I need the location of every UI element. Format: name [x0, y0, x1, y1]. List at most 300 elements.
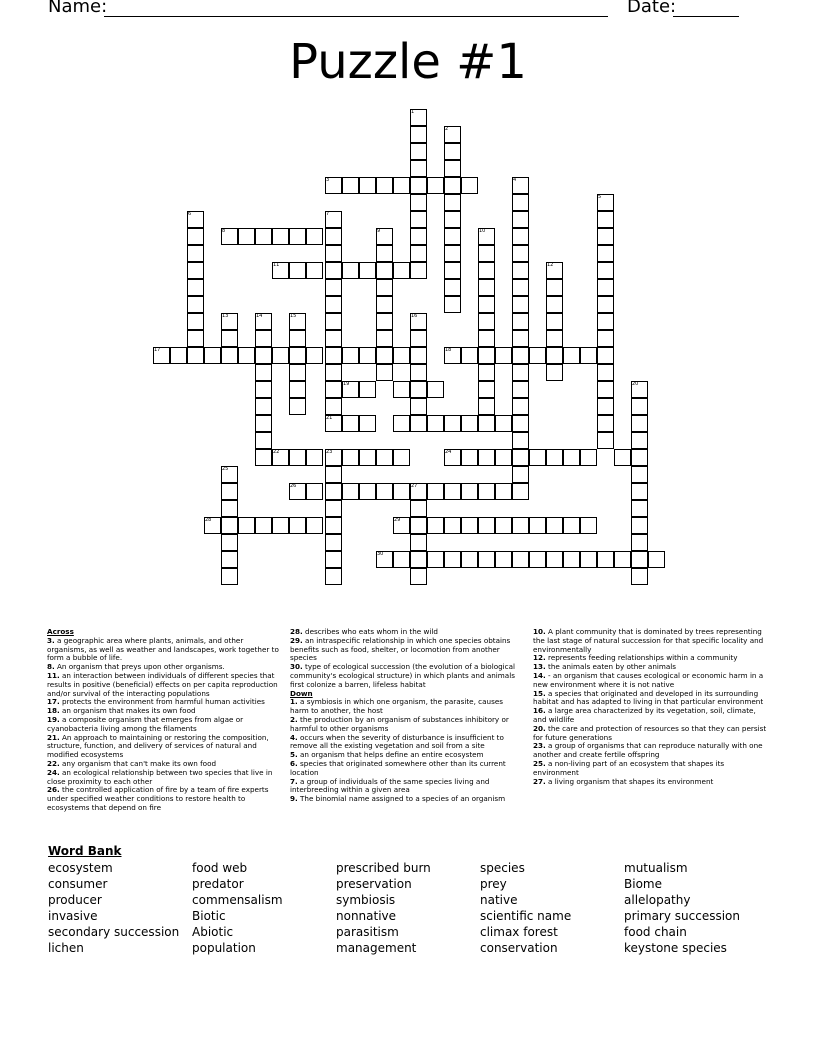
- crossword-cell[interactable]: [495, 347, 512, 364]
- crossword-cell[interactable]: [614, 449, 631, 466]
- clue-item: [533, 628, 767, 654]
- crossword-cell[interactable]: [580, 347, 597, 364]
- crossword-cell[interactable]: [255, 449, 272, 466]
- crossword-cell[interactable]: [410, 211, 427, 228]
- crossword-cell[interactable]: [410, 534, 427, 551]
- crossword-cell[interactable]: [444, 177, 461, 194]
- crossword-cell[interactable]: [597, 551, 614, 568]
- clue-number-label: 25: [222, 466, 229, 472]
- crossword-cell[interactable]: [410, 177, 427, 194]
- crossword-cell[interactable]: [597, 432, 614, 449]
- crossword-cell[interactable]: [306, 347, 323, 364]
- clue-text: an intraspecific relationship in which one species obtains benefits such as food, shelter, or locomotion from another species: [290, 635, 511, 663]
- crossword-cell[interactable]: [444, 228, 461, 245]
- crossword-cell[interactable]: [427, 177, 444, 194]
- crossword-cell[interactable]: [461, 415, 478, 432]
- crossword-cell[interactable]: [478, 364, 495, 381]
- crossword-cell[interactable]: [512, 466, 529, 483]
- crossword-cell[interactable]: [580, 517, 597, 534]
- crossword-cell[interactable]: [478, 330, 495, 347]
- crossword-cell[interactable]: [410, 245, 427, 262]
- crossword-cell[interactable]: [410, 415, 427, 432]
- crossword-cell[interactable]: [325, 364, 342, 381]
- crossword-cell[interactable]: [376, 296, 393, 313]
- clue-number: 16.: [533, 706, 546, 716]
- crossword-cell[interactable]: [359, 381, 376, 398]
- crossword-cell[interactable]: [204, 347, 221, 364]
- crossword-cell[interactable]: [444, 245, 461, 262]
- crossword-cell[interactable]: [221, 551, 238, 568]
- crossword-cell[interactable]: [410, 160, 427, 177]
- word-bank-column: [192, 860, 283, 956]
- crossword-cell[interactable]: [221, 330, 238, 347]
- crossword-cell[interactable]: [427, 551, 444, 568]
- crossword-cell[interactable]: [325, 347, 342, 364]
- crossword-cell[interactable]: [529, 449, 546, 466]
- crossword-cell[interactable]: [478, 449, 495, 466]
- clue-number-label: 12: [547, 262, 554, 268]
- crossword-cell[interactable]: [512, 211, 529, 228]
- crossword-cell[interactable]: [410, 126, 427, 143]
- crossword-cell[interactable]: [221, 500, 238, 517]
- crossword-cell[interactable]: [597, 398, 614, 415]
- crossword-cell[interactable]: [376, 313, 393, 330]
- clue-number: 1.: [290, 697, 298, 707]
- crossword-cell[interactable]: [529, 347, 546, 364]
- crossword-cell[interactable]: [255, 347, 272, 364]
- crossword-cell[interactable]: [410, 330, 427, 347]
- crossword-cell[interactable]: [427, 381, 444, 398]
- crossword-cell[interactable]: [546, 313, 563, 330]
- crossword-cell[interactable]: [221, 534, 238, 551]
- clues-column-2: [290, 628, 522, 804]
- crossword-cell[interactable]: [393, 347, 410, 364]
- crossword-cell[interactable]: [563, 347, 580, 364]
- crossword-cell[interactable]: [306, 517, 323, 534]
- crossword-cell[interactable]: [255, 228, 272, 245]
- crossword-cell[interactable]: [631, 551, 648, 568]
- crossword-cell[interactable]: [512, 364, 529, 381]
- crossword-cell[interactable]: [376, 330, 393, 347]
- clue-text: An organism that preys upon other organisms.: [54, 662, 225, 672]
- clue-text: a symbiosis in which one organism, the parasite, causes harm to another, the host: [290, 697, 503, 716]
- crossword-cell[interactable]: [342, 449, 359, 466]
- crossword-cell[interactable]: [495, 551, 512, 568]
- clue-item: [290, 698, 522, 716]
- crossword-cell[interactable]: [376, 449, 393, 466]
- crossword-cell[interactable]: [342, 347, 359, 364]
- crossword-cell[interactable]: [461, 551, 478, 568]
- crossword-cell[interactable]: [614, 551, 631, 568]
- crossword-cell[interactable]: [631, 500, 648, 517]
- crossword-cell[interactable]: [359, 347, 376, 364]
- word-bank-word: predator: [192, 877, 244, 891]
- crossword-cell[interactable]: [597, 415, 614, 432]
- crossword-cell[interactable]: [272, 228, 289, 245]
- clue-number-label: 14: [256, 313, 263, 319]
- crossword-cell[interactable]: [580, 551, 597, 568]
- crossword-cell[interactable]: [325, 228, 342, 245]
- crossword-cell[interactable]: [325, 330, 342, 347]
- crossword-cell[interactable]: [410, 364, 427, 381]
- crossword-cell[interactable]: [325, 466, 342, 483]
- crossword-cell[interactable]: [597, 262, 614, 279]
- crossword-cell[interactable]: [393, 381, 410, 398]
- crossword-cell[interactable]: [427, 415, 444, 432]
- crossword-cell[interactable]: [306, 228, 323, 245]
- crossword-cell[interactable]: [478, 296, 495, 313]
- crossword-cell[interactable]: [597, 228, 614, 245]
- clue-number: 6.: [290, 758, 298, 768]
- crossword-cell[interactable]: [238, 347, 255, 364]
- clue-number: 3.: [47, 635, 55, 645]
- clue-number-label: 24: [445, 449, 452, 455]
- crossword-cell[interactable]: [580, 449, 597, 466]
- clue-text: a living organism that shapes its environment: [545, 776, 714, 786]
- crossword-cell[interactable]: [631, 466, 648, 483]
- clue-item: [290, 760, 522, 778]
- crossword-cell[interactable]: [512, 279, 529, 296]
- crossword-cell[interactable]: [376, 364, 393, 381]
- clue-number-label: 26: [290, 483, 297, 489]
- crossword-cell[interactable]: [306, 483, 323, 500]
- crossword-cell[interactable]: [461, 449, 478, 466]
- crossword-cell[interactable]: [546, 364, 563, 381]
- crossword-cell[interactable]: [325, 262, 342, 279]
- crossword-cell[interactable]: [410, 551, 427, 568]
- crossword-cell[interactable]: [495, 517, 512, 534]
- crossword-cell[interactable]: [512, 330, 529, 347]
- crossword-cell[interactable]: [393, 483, 410, 500]
- crossword-cell[interactable]: [597, 330, 614, 347]
- crossword-cell[interactable]: [597, 211, 614, 228]
- crossword-cell[interactable]: [289, 381, 306, 398]
- crossword-cell[interactable]: [376, 347, 393, 364]
- word-bank-word: prey: [480, 877, 507, 891]
- crossword-cell[interactable]: [597, 347, 614, 364]
- crossword-cell[interactable]: [359, 262, 376, 279]
- crossword-cell[interactable]: [272, 517, 289, 534]
- crossword-cell[interactable]: [495, 449, 512, 466]
- clue-text: protects the environment from harmful human activities: [59, 697, 265, 707]
- word-bank-word: invasive: [48, 909, 98, 923]
- clue-item: [290, 637, 522, 663]
- crossword-cell[interactable]: [512, 313, 529, 330]
- crossword-cell[interactable]: [478, 245, 495, 262]
- crossword-cell[interactable]: [563, 551, 580, 568]
- crossword-cell[interactable]: [444, 143, 461, 160]
- clue-number-label: 6: [188, 211, 192, 217]
- crossword-cell[interactable]: [478, 551, 495, 568]
- crossword-cell[interactable]: [255, 517, 272, 534]
- crossword-cell[interactable]: [461, 517, 478, 534]
- crossword-cell[interactable]: [444, 551, 461, 568]
- crossword-cell[interactable]: [393, 551, 410, 568]
- crossword-cell[interactable]: [170, 347, 187, 364]
- crossword-cell[interactable]: [478, 415, 495, 432]
- clue-item: [533, 778, 767, 787]
- clue-number-label: 7: [326, 211, 330, 217]
- clue-number-label: 29: [394, 517, 401, 523]
- crossword-cell[interactable]: [255, 432, 272, 449]
- crossword-cell[interactable]: [325, 551, 342, 568]
- crossword-cell[interactable]: [546, 517, 563, 534]
- crossword-cell[interactable]: [187, 330, 204, 347]
- crossword-cell[interactable]: [512, 483, 529, 500]
- word-bank-word: native: [480, 893, 518, 907]
- crossword-cell[interactable]: [478, 279, 495, 296]
- crossword-cell[interactable]: [376, 245, 393, 262]
- crossword-cell[interactable]: [461, 347, 478, 364]
- crossword-cell[interactable]: [546, 296, 563, 313]
- crossword-cell[interactable]: [289, 228, 306, 245]
- crossword-cell[interactable]: [342, 177, 359, 194]
- crossword-cell[interactable]: [325, 245, 342, 262]
- crossword-cell[interactable]: [255, 398, 272, 415]
- crossword-cell[interactable]: [187, 262, 204, 279]
- crossword-cell[interactable]: [546, 449, 563, 466]
- crossword-cell[interactable]: [289, 347, 306, 364]
- clue-number-label: 3: [326, 177, 330, 183]
- clue-number: 22.: [47, 758, 60, 768]
- crossword-cell[interactable]: [512, 517, 529, 534]
- crossword-cell[interactable]: [631, 432, 648, 449]
- crossword-cell[interactable]: [325, 398, 342, 415]
- crossword-cell[interactable]: [187, 313, 204, 330]
- crossword-cell[interactable]: [512, 347, 529, 364]
- clue-item: [533, 707, 767, 725]
- crossword-cell[interactable]: [325, 313, 342, 330]
- crossword-cell[interactable]: [512, 432, 529, 449]
- word-bank-word: primary succession: [624, 909, 740, 923]
- crossword-cell[interactable]: [563, 449, 580, 466]
- clue-number-label: 11: [273, 262, 280, 268]
- crossword-cell[interactable]: [376, 483, 393, 500]
- crossword-cell[interactable]: [597, 364, 614, 381]
- crossword-cell[interactable]: [512, 296, 529, 313]
- crossword-cell[interactable]: [512, 398, 529, 415]
- crossword-cell[interactable]: [546, 551, 563, 568]
- crossword-cell[interactable]: [631, 568, 648, 585]
- clue-number: 7.: [290, 776, 298, 786]
- crossword-cell[interactable]: [255, 415, 272, 432]
- crossword-cell[interactable]: [393, 177, 410, 194]
- crossword-cell[interactable]: [325, 500, 342, 517]
- crossword-cell[interactable]: [410, 398, 427, 415]
- clue-number: 14.: [533, 670, 546, 680]
- crossword-cell[interactable]: [546, 330, 563, 347]
- crossword-cell[interactable]: [342, 415, 359, 432]
- crossword-cell[interactable]: [221, 517, 238, 534]
- crossword-cell[interactable]: [444, 160, 461, 177]
- crossword-cell[interactable]: [238, 228, 255, 245]
- clue-number-label: 4: [513, 177, 517, 183]
- crossword-cell[interactable]: [255, 364, 272, 381]
- crossword-cell[interactable]: [325, 568, 342, 585]
- crossword-cell[interactable]: [512, 262, 529, 279]
- crossword-cell[interactable]: [478, 483, 495, 500]
- crossword-cell[interactable]: [495, 415, 512, 432]
- clue-text: - an organism that causes ecological or economic harm in a new environment where it is not native: [533, 670, 764, 689]
- crossword-cell[interactable]: [631, 449, 648, 466]
- crossword-cell[interactable]: [187, 228, 204, 245]
- crossword-cell[interactable]: [478, 262, 495, 279]
- crossword-cell[interactable]: [410, 262, 427, 279]
- crossword-cell[interactable]: [512, 194, 529, 211]
- crossword-cell[interactable]: [495, 483, 512, 500]
- crossword-cell[interactable]: [563, 517, 580, 534]
- crossword-cell[interactable]: [478, 381, 495, 398]
- crossword-cell[interactable]: [306, 449, 323, 466]
- clue-item: [290, 716, 522, 734]
- crossword-cell[interactable]: [444, 279, 461, 296]
- crossword-cell[interactable]: [444, 483, 461, 500]
- name-label: Name:: [48, 0, 108, 17]
- word-bank-word: prescribed burn: [336, 861, 431, 875]
- clue-number: 13.: [533, 662, 546, 672]
- crossword-cell[interactable]: [376, 262, 393, 279]
- crossword-cell[interactable]: [512, 415, 529, 432]
- word-bank-word: climax forest: [480, 925, 558, 939]
- crossword-cell[interactable]: [221, 568, 238, 585]
- crossword-cell[interactable]: [255, 330, 272, 347]
- crossword-cell[interactable]: [546, 347, 563, 364]
- word-bank-word: ecosystem: [48, 861, 113, 875]
- clue-item: [47, 734, 283, 760]
- crossword-cell[interactable]: [359, 449, 376, 466]
- crossword-cell[interactable]: [631, 483, 648, 500]
- crossword-cell[interactable]: [410, 347, 427, 364]
- clue-number-label: 16: [411, 313, 418, 319]
- crossword-cell[interactable]: [512, 245, 529, 262]
- clue-number: 30.: [290, 662, 303, 672]
- crossword-cell[interactable]: [410, 228, 427, 245]
- crossword-cell[interactable]: [342, 483, 359, 500]
- clue-text: an ecological relationship between two species that live in close proximity to each other: [47, 767, 273, 786]
- crossword-cell[interactable]: [359, 483, 376, 500]
- clue-number-label: 27: [411, 483, 418, 489]
- crossword-cell[interactable]: [325, 296, 342, 313]
- crossword-cell[interactable]: [289, 364, 306, 381]
- clue-item: [533, 672, 767, 690]
- crossword-cell[interactable]: [306, 262, 323, 279]
- crossword-cell[interactable]: [410, 500, 427, 517]
- crossword-cell[interactable]: [221, 483, 238, 500]
- crossword-cell[interactable]: [478, 398, 495, 415]
- crossword-cell[interactable]: [597, 279, 614, 296]
- crossword-cell[interactable]: [461, 483, 478, 500]
- crossword-cell[interactable]: [410, 143, 427, 160]
- crossword-cell[interactable]: [512, 449, 529, 466]
- crossword-cell[interactable]: [478, 517, 495, 534]
- crossword-cell[interactable]: [359, 415, 376, 432]
- crossword-cell[interactable]: [325, 279, 342, 296]
- crossword-cell[interactable]: [597, 296, 614, 313]
- crossword-cell[interactable]: [325, 517, 342, 534]
- crossword-cell[interactable]: [410, 381, 427, 398]
- crossword-cell[interactable]: [427, 517, 444, 534]
- crossword-cell[interactable]: [444, 262, 461, 279]
- crossword-cell[interactable]: [289, 449, 306, 466]
- crossword-cell[interactable]: [427, 483, 444, 500]
- crossword-cell[interactable]: [289, 517, 306, 534]
- crossword-cell[interactable]: [512, 381, 529, 398]
- crossword-cell[interactable]: [512, 228, 529, 245]
- word-bank-word: species: [480, 861, 525, 875]
- crossword-cell[interactable]: [325, 381, 342, 398]
- crossword-cell[interactable]: [376, 279, 393, 296]
- crossword-cell[interactable]: [597, 313, 614, 330]
- crossword-cell[interactable]: [393, 415, 410, 432]
- clue-number: 11.: [47, 670, 60, 680]
- word-bank-word: allelopathy: [624, 893, 691, 907]
- crossword-cell[interactable]: [289, 330, 306, 347]
- crossword-cell[interactable]: [529, 517, 546, 534]
- crossword-cell[interactable]: [393, 262, 410, 279]
- clue-item: [47, 637, 283, 663]
- crossword-cell[interactable]: [325, 483, 342, 500]
- crossword-cell[interactable]: [187, 279, 204, 296]
- clue-text: the production by an organism of substances inhibitory or harmful to other organisms: [290, 714, 509, 733]
- crossword-cell[interactable]: [444, 211, 461, 228]
- crossword-cell[interactable]: [359, 177, 376, 194]
- clue-number: 26.: [47, 785, 60, 795]
- crossword-cell[interactable]: [529, 551, 546, 568]
- date-label: Date:: [627, 0, 677, 17]
- crossword-cell[interactable]: [546, 279, 563, 296]
- crossword-cell[interactable]: [289, 398, 306, 415]
- crossword-cell[interactable]: [342, 262, 359, 279]
- crossword-cell[interactable]: [255, 381, 272, 398]
- crossword-cell[interactable]: [187, 347, 204, 364]
- crossword-cell[interactable]: [410, 568, 427, 585]
- crossword-cell[interactable]: [478, 313, 495, 330]
- clue-text: the animals eaten by other animals: [545, 662, 677, 672]
- word-bank-word: nonnative: [336, 909, 397, 923]
- crossword-cell[interactable]: [444, 296, 461, 313]
- crossword-cell[interactable]: [478, 347, 495, 364]
- crossword-cell[interactable]: [631, 415, 648, 432]
- crossword-cell[interactable]: [631, 517, 648, 534]
- clue-number-label: 28: [205, 517, 212, 523]
- clue-number-label: 1: [411, 109, 415, 115]
- crossword-cell[interactable]: [272, 347, 289, 364]
- clue-number: 28.: [290, 627, 303, 636]
- crossword-cell[interactable]: [410, 194, 427, 211]
- crossword-cell[interactable]: [597, 245, 614, 262]
- crossword-cell[interactable]: [325, 534, 342, 551]
- crossword-cell[interactable]: [461, 177, 478, 194]
- crossword-cell[interactable]: [187, 245, 204, 262]
- crossword-cell[interactable]: [444, 194, 461, 211]
- crossword-cell[interactable]: [512, 551, 529, 568]
- crossword-cell[interactable]: [597, 381, 614, 398]
- crossword-cell[interactable]: [631, 398, 648, 415]
- crossword-cell[interactable]: [289, 262, 306, 279]
- crossword-cell[interactable]: [410, 517, 427, 534]
- crossword-cell[interactable]: [221, 347, 238, 364]
- crossword-cell[interactable]: [393, 449, 410, 466]
- clue-number: 20.: [533, 723, 546, 733]
- crossword-cell[interactable]: [631, 534, 648, 551]
- crossword-cell[interactable]: [444, 415, 461, 432]
- crossword-cell[interactable]: [444, 517, 461, 534]
- clue-number: 25.: [533, 758, 546, 768]
- crossword-cell[interactable]: [376, 177, 393, 194]
- crossword-cell[interactable]: [238, 517, 255, 534]
- crossword-cell[interactable]: [187, 296, 204, 313]
- crossword-cell[interactable]: [648, 551, 665, 568]
